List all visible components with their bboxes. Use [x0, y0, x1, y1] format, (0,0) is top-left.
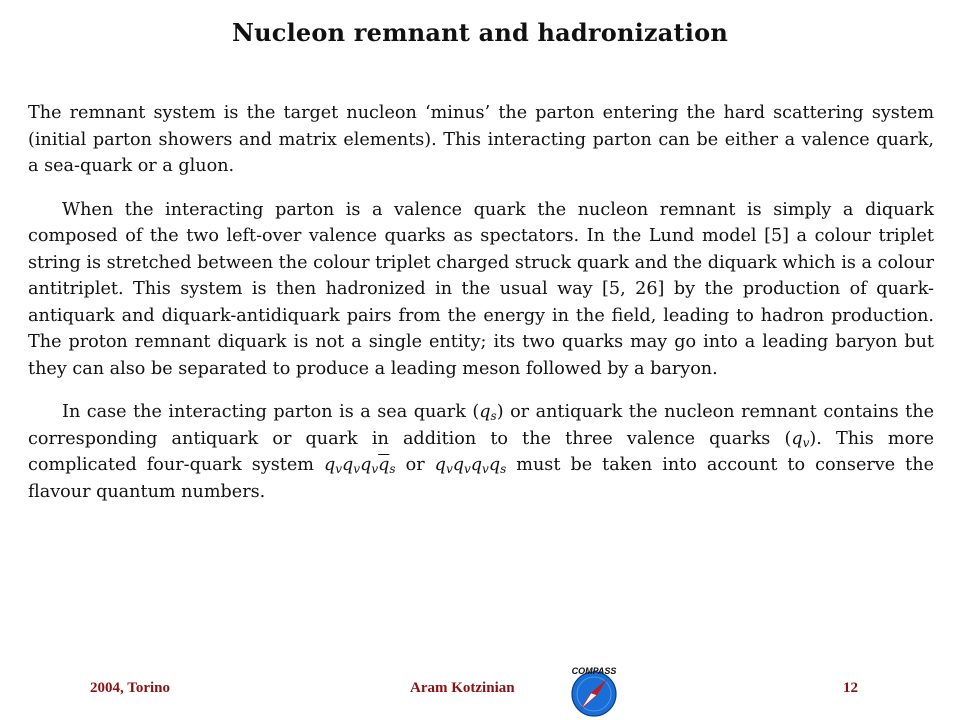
paragraph-remnant-definition: The remnant system is the target nucleon ‘minus’ the parton entering the hard scattering system (initial parton showers and matrix elements). This interacting parton can be either a valence quark, a sea-quark or a gluon. — [28, 103, 934, 176]
compass-logo — [566, 664, 622, 720]
math-qv: $q_v$ — [791, 428, 810, 450]
math-four-quark-antiquark: $q_vq_vq_v\overline{q}_s$ — [323, 455, 396, 476]
text-segment: or — [395, 455, 435, 475]
text-segment: ) or antiquark the nucleon remnant contains the corresponding antiquark or quark in addition to the three valence quarks ( — [28, 402, 934, 449]
paragraph-valence-quark: When the interacting parton is a valence quark the nucleon remnant is simply a diquark composed of the two left-over valence quarks as spectators. In the Lund model [5] a colour triplet string is stretched between the colour triplet charged struck quark and the diquark which is a colour antitriplet. This system is then hadronized in the usual way [5, 26] by the production of quark-antiquark and diquark-antidiquark pairs from the energy in the field, leading to hadron production. The proton remnant diquark is not a single entity; its two quarks may go into a leading baryon but they can also be separated to produce a leading meson followed by a baryon. — [28, 199, 934, 379]
page-number: 12 — [843, 680, 858, 696]
text-segment: must be taken into account to conserve the flavour quantum numbers. — [28, 455, 934, 502]
footer — [0, 680, 960, 720]
text-segment: ). This more complicated four-quark system — [28, 428, 934, 475]
paragraph-sea-quark — [28, 399, 934, 505]
footer-author: Aram Kotzinian — [410, 680, 515, 696]
slide-body — [28, 100, 934, 522]
footer-venue: 2004, Torino — [90, 680, 171, 696]
math-qs: $q_s$ — [479, 402, 497, 423]
logo-text: COMPASS — [571, 666, 617, 676]
slide-title: Nucleon remnant and hadronization — [232, 18, 728, 47]
text-segment: In case the interacting parton is a sea quark ( — [62, 402, 480, 422]
math-four-quark-quark: $q_vq_vq_vq_s$ — [434, 455, 507, 476]
